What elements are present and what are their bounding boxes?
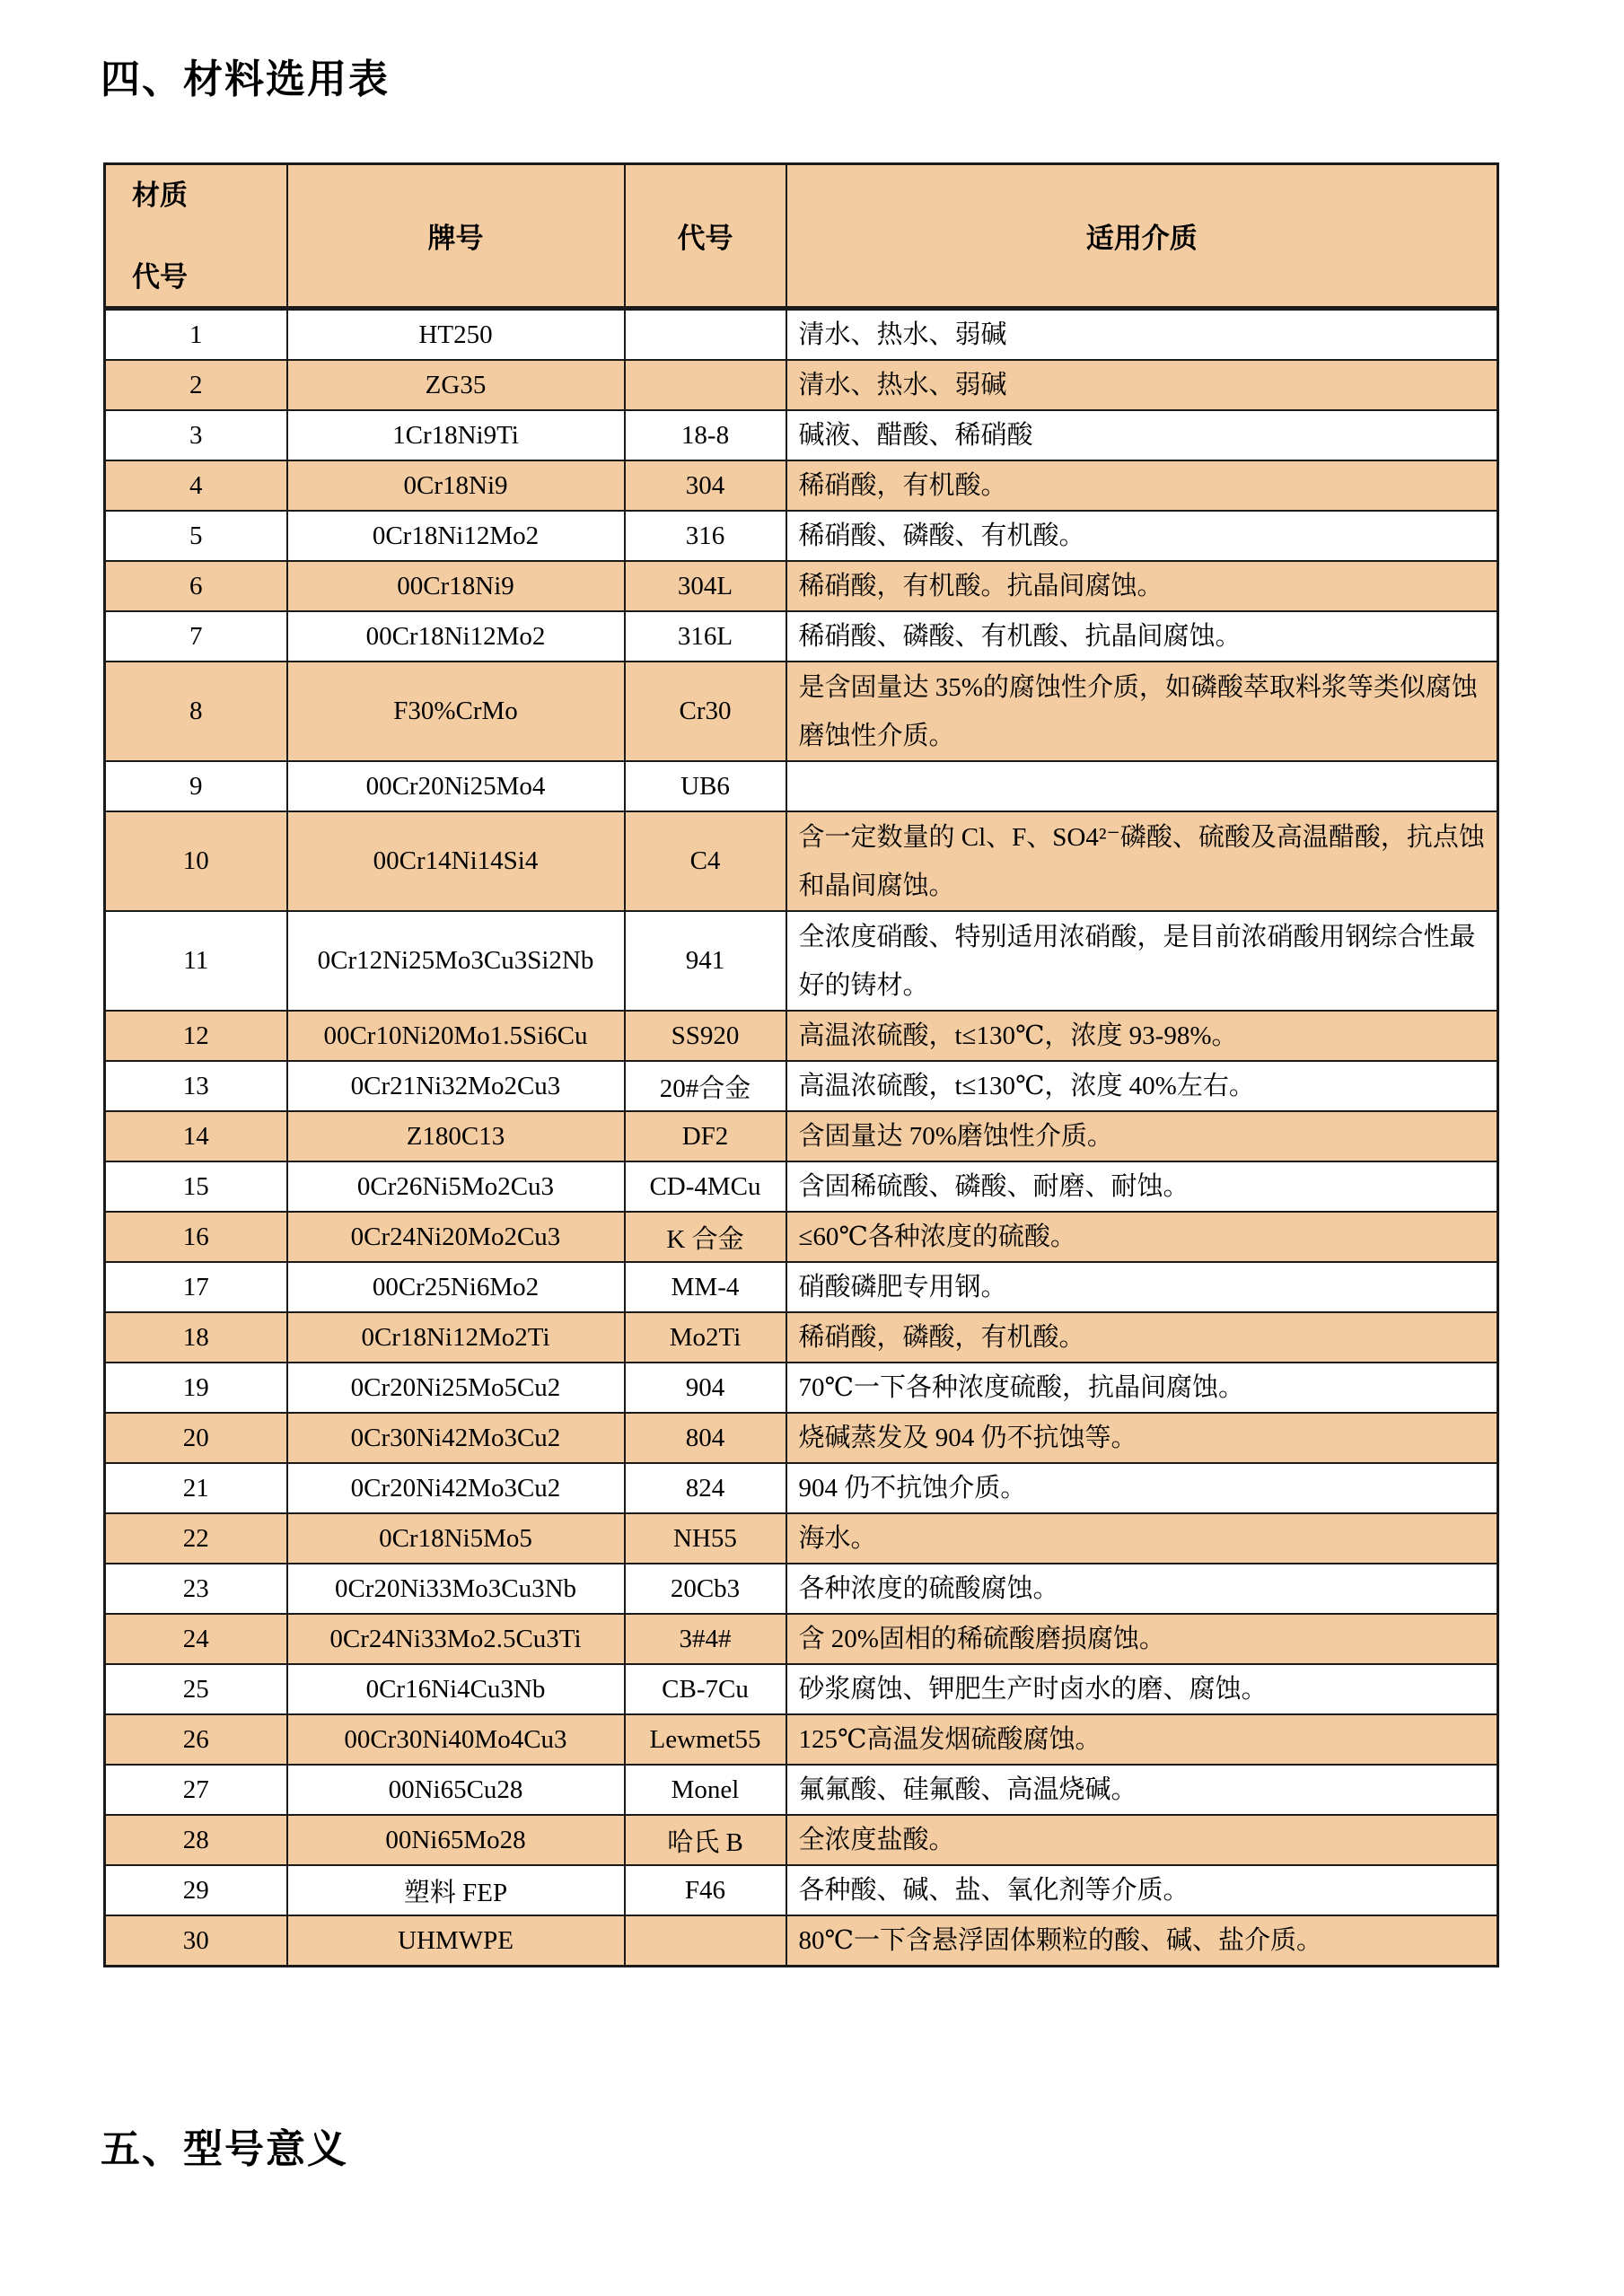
cell-alias: CB-7Cu	[625, 1664, 786, 1714]
cell-code: 7	[105, 611, 287, 662]
cell-alias: 316L	[625, 611, 786, 662]
cell-grade: 0Cr18Ni12Mo2	[287, 511, 625, 561]
table-row	[105, 1312, 1498, 1363]
cell-alias: SS920	[625, 1011, 786, 1061]
cell-code: 13	[105, 1061, 287, 1111]
cell-media	[786, 761, 1498, 811]
cell-code: 17	[105, 1262, 287, 1312]
cell-grade: 00Cr18Ni12Mo2	[287, 611, 625, 662]
cell-grade: ZG35	[287, 360, 625, 410]
cell-alias: 3#4#	[625, 1614, 786, 1664]
cell-code: 14	[105, 1111, 287, 1161]
cell-code: 1	[105, 309, 287, 361]
table-row	[105, 761, 1498, 811]
cell-alias	[625, 1915, 786, 1967]
cell-alias: 804	[625, 1413, 786, 1463]
cell-code: 28	[105, 1815, 287, 1865]
material-selection-table	[103, 162, 1499, 1967]
cell-grade: 0Cr12Ni25Mo3Cu3Si2Nb	[287, 911, 625, 1011]
cell-alias: Lewmet55	[625, 1714, 786, 1765]
cell-alias: K 合金	[625, 1212, 786, 1262]
cell-alias	[625, 309, 786, 361]
cell-code: 4	[105, 460, 287, 511]
cell-alias: 20#合金	[625, 1061, 786, 1111]
cell-code: 26	[105, 1714, 287, 1765]
cell-alias: 904	[625, 1363, 786, 1413]
cell-grade: 0Cr26Ni5Mo2Cu3	[287, 1161, 625, 1212]
cell-grade: 0Cr18Ni12Mo2Ti	[287, 1312, 625, 1363]
cell-grade: 0Cr18Ni9	[287, 460, 625, 511]
cell-alias: MM-4	[625, 1262, 786, 1312]
cell-media: 各种酸、碱、盐、氧化剂等介质。	[786, 1865, 1498, 1915]
cell-alias	[625, 360, 786, 410]
section5-title: 五、型号意义	[101, 2127, 348, 2171]
cell-code: 30	[105, 1915, 287, 1967]
cell-media: 全浓度硝酸、特别适用浓硝酸，是目前浓硝酸用钢综合性最好的铸材。	[786, 911, 1498, 1011]
cell-grade: F30%CrMo	[287, 662, 625, 761]
table-row	[105, 1614, 1498, 1664]
cell-media: 904 仍不抗蚀介质。	[786, 1463, 1498, 1513]
cell-media: 稀硝酸，有机酸。	[786, 460, 1498, 511]
cell-media: 稀硝酸、磷酸、有机酸。	[786, 511, 1498, 561]
cell-code: 20	[105, 1413, 287, 1463]
table-row	[105, 1212, 1498, 1262]
cell-media: 氟氟酸、硅氟酸、高温烧碱。	[786, 1765, 1498, 1815]
cell-media: 全浓度盐酸。	[786, 1815, 1498, 1865]
cell-media: 稀硝酸，有机酸。抗晶间腐蚀。	[786, 561, 1498, 611]
table-row	[105, 511, 1498, 561]
cell-alias: DF2	[625, 1111, 786, 1161]
cell-code: 5	[105, 511, 287, 561]
cell-code: 10	[105, 811, 287, 911]
cell-media: 含固量达 70%磨蚀性介质。	[786, 1111, 1498, 1161]
table-row	[105, 1262, 1498, 1312]
header-grade: 牌号	[287, 164, 625, 309]
cell-media: 稀硝酸，磷酸，有机酸。	[786, 1312, 1498, 1363]
cell-media: 125℃高温发烟硫酸腐蚀。	[786, 1714, 1498, 1765]
cell-code: 2	[105, 360, 287, 410]
cell-grade: 00Ni65Mo28	[287, 1815, 625, 1865]
table-row	[105, 1011, 1498, 1061]
cell-code: 8	[105, 662, 287, 761]
cell-alias: 20Cb3	[625, 1564, 786, 1614]
header-material-code-line1: 材质	[132, 179, 188, 211]
cell-grade: 0Cr21Ni32Mo2Cu3	[287, 1061, 625, 1111]
cell-media: 70℃一下各种浓度硫酸，抗晶间腐蚀。	[786, 1363, 1498, 1413]
cell-alias: 304L	[625, 561, 786, 611]
cell-code: 29	[105, 1865, 287, 1915]
header-material-code-line2: 代号	[132, 260, 188, 293]
cell-media: 砂浆腐蚀、钾肥生产时卤水的磨、腐蚀。	[786, 1664, 1498, 1714]
cell-code: 19	[105, 1363, 287, 1413]
table-row	[105, 1664, 1498, 1714]
table-row	[105, 811, 1498, 911]
cell-code: 18	[105, 1312, 287, 1363]
cell-grade: 1Cr18Ni9Ti	[287, 410, 625, 460]
table-row	[105, 662, 1498, 761]
cell-grade: 00Cr25Ni6Mo2	[287, 1262, 625, 1312]
cell-media: 80℃一下含悬浮固体颗粒的酸、碱、盐介质。	[786, 1915, 1498, 1967]
table-row	[105, 1714, 1498, 1765]
table-row	[105, 1513, 1498, 1564]
cell-alias: Mo2Ti	[625, 1312, 786, 1363]
cell-code: 27	[105, 1765, 287, 1815]
cell-alias: Monel	[625, 1765, 786, 1815]
cell-code: 22	[105, 1513, 287, 1564]
table-row	[105, 1413, 1498, 1463]
cell-grade: 00Cr14Ni14Si4	[287, 811, 625, 911]
cell-media: ≤60℃各种浓度的硫酸。	[786, 1212, 1498, 1262]
cell-grade: HT250	[287, 309, 625, 361]
cell-media: 含一定数量的 Cl、F、SO4²⁻磷酸、硫酸及高温醋酸，抗点蚀和晶间腐蚀。	[786, 811, 1498, 911]
cell-grade: 00Cr18Ni9	[287, 561, 625, 611]
cell-alias: 18-8	[625, 410, 786, 460]
cell-media: 硝酸磷肥专用钢。	[786, 1262, 1498, 1312]
cell-code: 9	[105, 761, 287, 811]
cell-grade: 00Cr30Ni40Mo4Cu3	[287, 1714, 625, 1765]
table-row	[105, 1865, 1498, 1915]
table-row	[105, 1564, 1498, 1614]
cell-alias: 304	[625, 460, 786, 511]
cell-grade: 塑料 FEP	[287, 1865, 625, 1915]
cell-alias: C4	[625, 811, 786, 911]
cell-alias: 哈氏 B	[625, 1815, 786, 1865]
table-row	[105, 1363, 1498, 1413]
cell-alias: 941	[625, 911, 786, 1011]
cell-grade: 0Cr24Ni20Mo2Cu3	[287, 1212, 625, 1262]
cell-grade: UHMWPE	[287, 1915, 625, 1967]
cell-code: 6	[105, 561, 287, 611]
table-row	[105, 1915, 1498, 1967]
header-material-code	[105, 164, 287, 309]
material-table-body	[105, 309, 1498, 1967]
cell-media: 是含固量达 35%的腐蚀性介质，如磷酸萃取料浆等类似腐蚀磨蚀性介质。	[786, 662, 1498, 761]
section4-title: 四、材料选用表	[101, 57, 390, 101]
cell-code: 25	[105, 1664, 287, 1714]
cell-alias: NH55	[625, 1513, 786, 1564]
cell-media: 高温浓硫酸，t≤130℃，浓度 40%左右。	[786, 1061, 1498, 1111]
table-row	[105, 1463, 1498, 1513]
cell-code: 16	[105, 1212, 287, 1262]
cell-grade: 00Cr10Ni20Mo1.5Si6Cu	[287, 1011, 625, 1061]
cell-alias: F46	[625, 1865, 786, 1915]
table-row	[105, 360, 1498, 410]
cell-code: 3	[105, 410, 287, 460]
table-row	[105, 1061, 1498, 1111]
table-row	[105, 1765, 1498, 1815]
cell-grade: 0Cr16Ni4Cu3Nb	[287, 1664, 625, 1714]
cell-media: 各种浓度的硫酸腐蚀。	[786, 1564, 1498, 1614]
cell-code: 15	[105, 1161, 287, 1212]
cell-media: 烧碱蒸发及 904 仍不抗蚀等。	[786, 1413, 1498, 1463]
cell-code: 12	[105, 1011, 287, 1061]
table-row	[105, 1815, 1498, 1865]
cell-grade: 0Cr24Ni33Mo2.5Cu3Ti	[287, 1614, 625, 1664]
cell-alias: 316	[625, 511, 786, 561]
cell-media: 高温浓硫酸，t≤130℃，浓度 93-98%。	[786, 1011, 1498, 1061]
table-row	[105, 1111, 1498, 1161]
table-row	[105, 1161, 1498, 1212]
cell-grade: 0Cr18Ni5Mo5	[287, 1513, 625, 1564]
table-row	[105, 410, 1498, 460]
cell-grade: Z180C13	[287, 1111, 625, 1161]
cell-alias: Cr30	[625, 662, 786, 761]
cell-alias: UB6	[625, 761, 786, 811]
cell-grade: 0Cr20Ni42Mo3Cu2	[287, 1463, 625, 1513]
cell-grade: 00Ni65Cu28	[287, 1765, 625, 1815]
header-alias: 代号	[625, 164, 786, 309]
cell-code: 11	[105, 911, 287, 1011]
cell-media: 清水、热水、弱碱	[786, 360, 1498, 410]
cell-media: 碱液、醋酸、稀硝酸	[786, 410, 1498, 460]
cell-media: 海水。	[786, 1513, 1498, 1564]
cell-media: 稀硝酸、磷酸、有机酸、抗晶间腐蚀。	[786, 611, 1498, 662]
cell-media: 含固稀硫酸、磷酸、耐磨、耐蚀。	[786, 1161, 1498, 1212]
cell-code: 23	[105, 1564, 287, 1614]
cell-grade: 00Cr20Ni25Mo4	[287, 761, 625, 811]
table-row	[105, 309, 1498, 361]
cell-grade: 0Cr20Ni25Mo5Cu2	[287, 1363, 625, 1413]
cell-code: 24	[105, 1614, 287, 1664]
table-row	[105, 911, 1498, 1011]
table-row	[105, 561, 1498, 611]
cell-media: 含 20%固相的稀硫酸磨损腐蚀。	[786, 1614, 1498, 1664]
header-media: 适用介质	[786, 164, 1498, 309]
cell-alias: 824	[625, 1463, 786, 1513]
table-row	[105, 460, 1498, 511]
cell-code: 21	[105, 1463, 287, 1513]
table-row	[105, 611, 1498, 662]
cell-grade: 0Cr20Ni33Mo3Cu3Nb	[287, 1564, 625, 1614]
cell-alias: CD-4MCu	[625, 1161, 786, 1212]
cell-grade: 0Cr30Ni42Mo3Cu2	[287, 1413, 625, 1463]
cell-media: 清水、热水、弱碱	[786, 309, 1498, 361]
header-row	[105, 164, 1498, 309]
